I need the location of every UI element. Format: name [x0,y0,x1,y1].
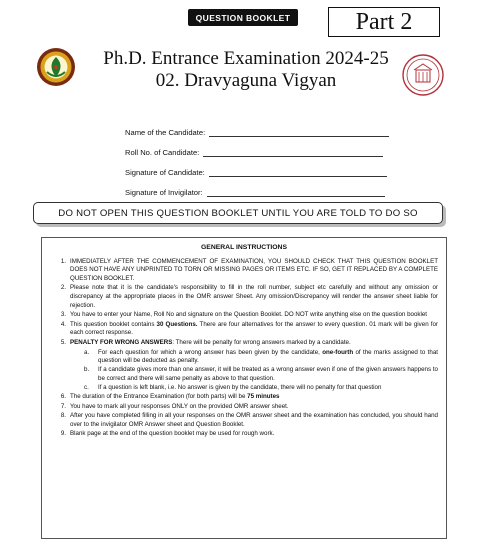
instruction-subitem: c. If a question is left blank, i.e. No answer is given by the candidate, there will no penalty for that question [84,383,382,391]
instruction-item: 6. The duration of the Entrance Examination (for both parts) will be 75 minutes [60,393,280,400]
instruction-item: 9. Blank page at the end of the question booklet may be used for rough work. [60,430,275,438]
instruction-item: 4. This question booklet contains 30 Questions. There are four alternatives for the answer to every question. 01 mark will be given for each correct response. [60,320,438,337]
instruction-item: 1. IMMEDIATELY AFTER THE COMMENCEMENT OF EXAMINATION, YOU SHOULD CHECK THAT THIS QUESTION BOOKLET DOES NOT HAVE ANY UNPRINTED TO TORN OR MISSING PAGES OR ITEMS ETC. IF SO, GET IT REPLACED BY A COMPLETE QUESTION BOOKLET. [60,257,438,282]
instruction-item: 8. After you have completed filling in all your responses on the OMR answer sheet and the examination has concluded, you should hand over to the invigilator OMR Answer sheet and Question Booklet. [60,412,438,428]
instruction-subitem: a. For each question for which a wrong answer has been given by the candidate, one-fourth of the marks assigned to that question will be deducted as penalty. [84,348,438,365]
roll-number-field[interactable] [125,137,385,157]
instruction-item: 5. PENALTY FOR WRONG ANSWERS: There will be penalty for wrong answers marked by a candidate. [60,338,351,346]
exam-title-line1: Ph.D. Entrance Examination 2024-25 [103,48,389,69]
candidate-signature-field[interactable] [125,157,385,177]
institute-emblem-icon [36,47,76,87]
invigilator-signature-field[interactable] [125,177,385,197]
instruction-subitem: b. If a candidate gives more than one answer, it will be treated as a wrong answer even if one of the given answers happens to be correct and there will same penalty as above to that question. [84,366,438,382]
candidate-name-field[interactable] [125,117,385,137]
instruction-item: 3. You have to enter your Name, Roll No and signature on the Question Booklet. DO NOT write anything else on the question booklet [60,311,428,319]
field-line [209,168,387,177]
do-not-open-warning: DO NOT OPEN THIS QUESTION BOOKLET UNTIL YOU ARE TOLD TO DO SO [33,202,443,224]
exam-title [86,48,406,92]
question-booklet-badge: QUESTION BOOKLET [188,9,298,26]
general-instructions-box [41,237,447,539]
instruction-item: 7. You have to mark all your responses ONLY on the provided OMR answer sheet. [60,402,289,410]
field-label: Signature of Candidate: [125,168,205,177]
field-label: Name of the Candidate: [125,128,206,137]
instruction-item: 2. Please note that it is the candidate's responsibility to fill in the roll number, subject etc carefully and without any omission or discrepancy at the appropriate places in the OMR answer Sheet. Any omission/Discrepancy will render the answer sheet liable for rejection. [60,284,438,309]
field-line [203,148,383,157]
field-label: Signature of Invigilator: [125,188,203,197]
university-seal-icon [402,54,444,96]
field-line [209,128,389,137]
field-label: Roll No. of Candidate: [125,148,200,157]
candidate-details [125,117,385,197]
instructions-heading: GENERAL INSTRUCTIONS [201,244,287,251]
exam-title-line2: 02. Dravyaguna Vigyan [155,70,337,91]
part-label: Part 2 [328,7,440,37]
field-line [207,188,385,197]
